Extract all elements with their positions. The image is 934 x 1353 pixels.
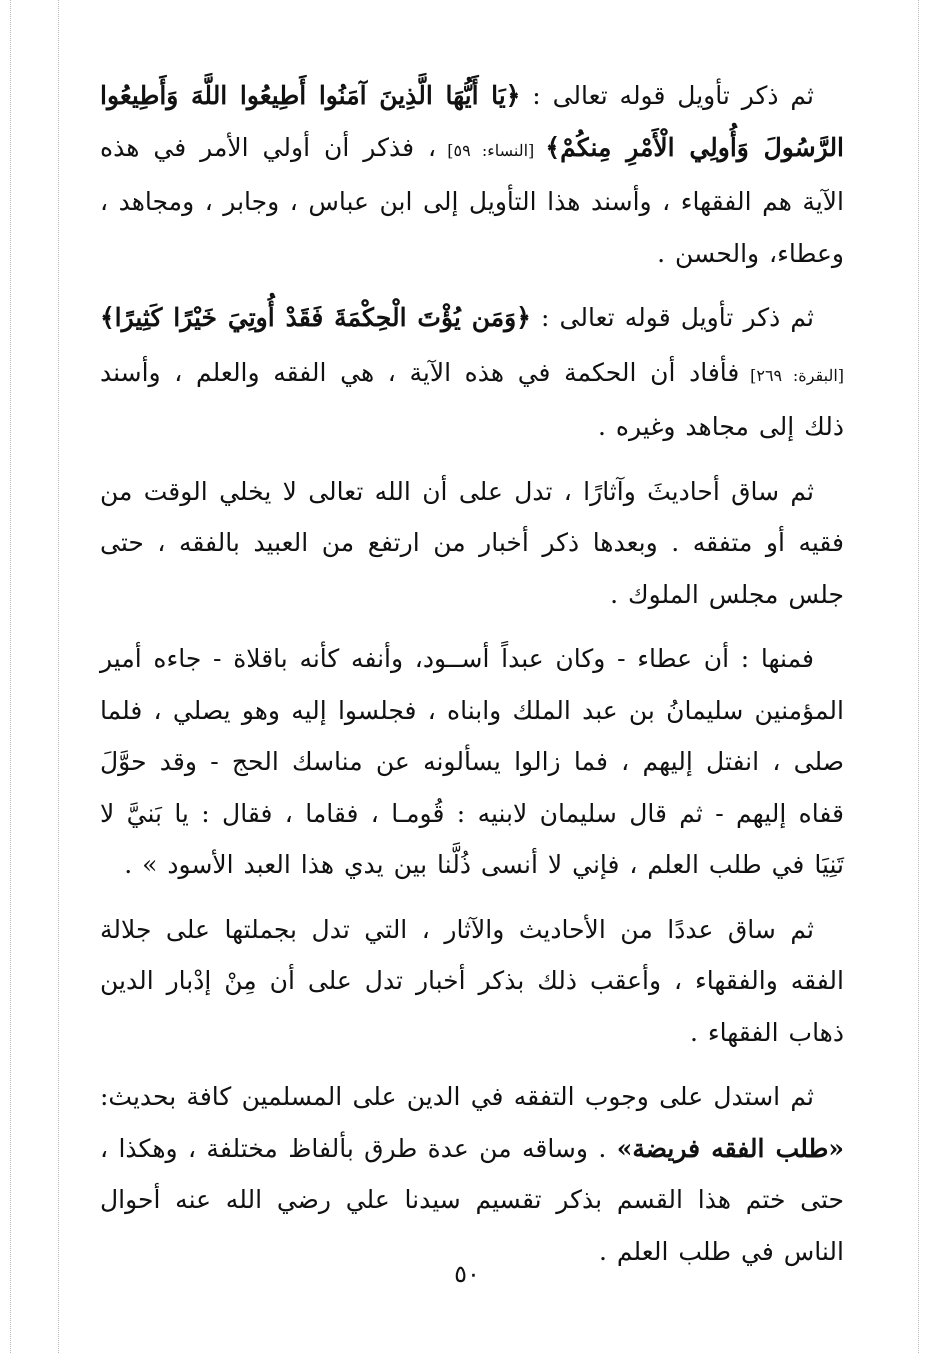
hadith-quote: «طلب الفقه فريضة» <box>616 1133 844 1163</box>
quran-verse: ﴿يَا أَيُّهَا الَّذِينَ آمَنُوا أَطِيعُوا اللَّهَ وَأَطِيعُوا الرَّسُولَ وَأُولِي الْأَمْرِ مِنكُمْ﴾ <box>100 81 845 162</box>
verse-citation: [النساء: ٥٩] <box>436 140 546 160</box>
paragraph-3: ثم ساق أحاديثَ وآثارًا ، تدل على أن الله تعالى لا يخلي الوقت من فقيه أو متفقه . وبعدها ذكر أخبار من ارتفع من العبيد بالفقه ، حتى جلس مجلس الملوك . <box>100 476 844 609</box>
page-edge-guide <box>918 0 919 1353</box>
body-text <box>100 70 844 1290</box>
verse-citation: [البقرة: ٢٦٩] <box>739 365 844 385</box>
paragraph-6 <box>100 1071 844 1277</box>
paragraph-4: فمنها : أن عطاء - وكان عبداً أســود، وأنفه كأنه باقلاة - جاءه أمير المؤمنين سليمانُ بن عبد الملك وابناه ، فجلسوا إليه وهو يصلي ، فلما صلى ، انفتل إليهم ، فما زالوا يسألونه عن مناسك الحج - وقد حوَّلَ قفاه إليهم - ثم قال سليمان لابنيه : قُومـا ، فقاما ، فقال : يا بَنيَّ لا تَنِيَا في طلب العلم ، فإني لا أنسى ذُلَّنا بين يدي هذا العبد الأسود » . <box>100 644 844 879</box>
paragraph-1 <box>100 70 844 279</box>
page-edge-guide <box>58 0 59 1353</box>
page-number: ٥٠ <box>454 1260 480 1288</box>
paragraph-text: ثم ذكر تأويل قوله تعالى : <box>530 303 814 332</box>
paragraph-5: ثم ساق عددًا من الأحاديث والآثار ، التي تدل بجملتها على جلالة الفقه والفقهاء ، وأعقب ذلك بذكر أخبار تدل على أن مِنْ إدْبار الدين ذهاب الفقهاء . <box>100 914 844 1047</box>
quran-verse: ﴿وَمَن يُؤْتَ الْحِكْمَةَ فَقَدْ أُوتِيَ خَيْرًا كَثِيرًا﴾ <box>100 303 531 332</box>
paragraph-text: . وساقه من عدة طرق بألفاظ مختلفة ، وهكذا ، حتى ختم هذا القسم بذكر تقسيم سيدنا علي رضي الله عنه أحوال الناس في طلب العلم . <box>100 1133 844 1266</box>
paragraph-text: ثم ذكر تأويل قوله تعالى : <box>520 81 815 110</box>
paragraph-2 <box>100 292 844 453</box>
paragraph-text: فأفاد أن الحكمة في هذه الآية ، هي الفقه والعلم ، وأسند ذلك إلى مجاهد وغيره . <box>100 357 844 441</box>
page-edge-guide <box>10 0 11 1353</box>
paragraph-text: ثم استدل على وجوب التفقه في الدين على المسلمين كافة بحديث: <box>100 1082 814 1111</box>
paragraph-text: ، فذكر أن أولي الأمر في هذه الآية هم الفقهاء ، وأسند هذا التأويل إلى ابن عباس ، وجابر ، ومجاهد ، وعطاء، والحسن . <box>100 132 844 268</box>
